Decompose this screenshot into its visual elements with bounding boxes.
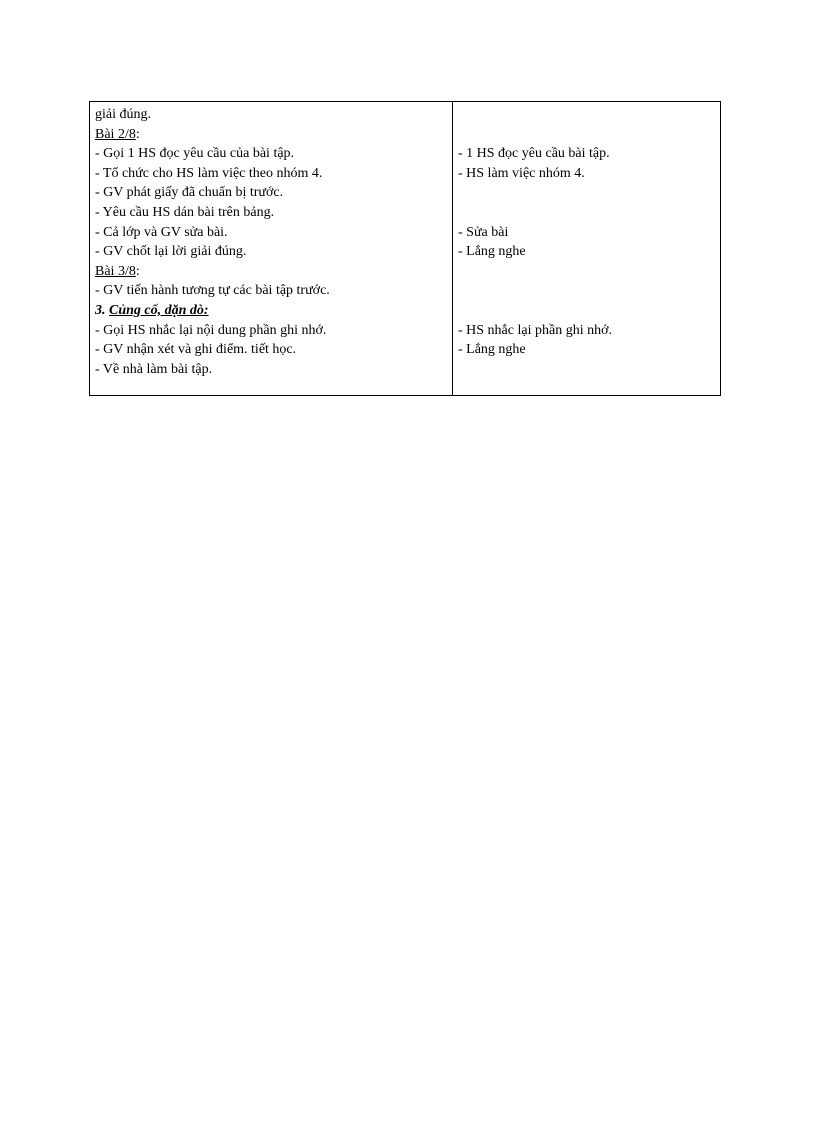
text-line: - HS làm việc nhóm 4. (458, 165, 585, 181)
text-line: - GV phát giấy đã chuẩn bị trước. (95, 185, 284, 201)
text-line: - GV chốt lại lời giải đúng. (95, 244, 247, 260)
text-line: - Lắng nghe (458, 244, 526, 260)
text-line: - Gọi 1 HS đọc yêu cầu của bài tập. (95, 146, 295, 162)
text-line: - GV nhận xét và ghi điểm. tiết học. (95, 342, 297, 358)
exercise-2-label: Bài 2/8 (95, 126, 136, 142)
section-3-heading (95, 301, 452, 321)
exercise-3-label: Bài 3/8 (95, 263, 136, 279)
teacher-activities-column (90, 102, 453, 395)
exercise-3-heading: Bài 3/8: (95, 263, 140, 279)
text-line: - Tổ chức cho HS làm việc theo nhóm 4. (95, 165, 323, 181)
lesson-table (89, 101, 721, 396)
text-line: - 1 HS đọc yêu cầu bài tập. (458, 146, 610, 162)
text-line: - Yêu cầu HS dán bài trên bảng. (95, 204, 275, 220)
text-line: - Về nhà làm bài tập. (95, 361, 213, 377)
text-line: - GV tiến hành tương tự các bài tập trước. (95, 283, 330, 299)
text-line: - HS nhắc lại phần ghi nhớ. (458, 322, 612, 338)
text-line: giải đúng. (95, 107, 151, 122)
text-line: - Gọi HS nhắc lại nội dung phần ghi nhớ. (95, 322, 327, 338)
section-3-title: Củng cố, dặn dò: (109, 302, 209, 318)
exercise-2-heading: Bài 2/8: (95, 126, 140, 142)
section-3-number: 3. (95, 302, 109, 318)
text-line: - Sửa bài (458, 224, 509, 240)
text-line: - Lắng nghe (458, 342, 526, 358)
student-activities-column (453, 102, 720, 395)
text-line: - Cả lớp và GV sửa bài. (95, 224, 228, 240)
